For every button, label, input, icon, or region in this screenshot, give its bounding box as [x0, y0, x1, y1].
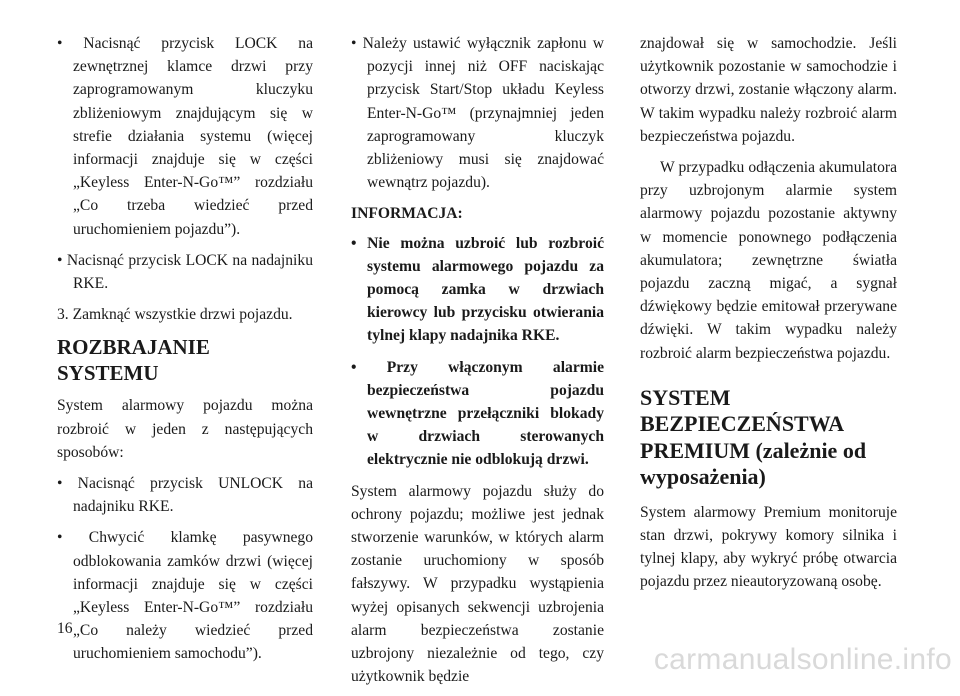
watermark-text: carmanualsonline.info: [653, 643, 952, 676]
ignition-bullet: • Należy ustawić wyłącznik zapłonu w pozycji innej niż OFF naciskając przycisk Start/Stop układu Keyless Enter-N-Go™ (przynajmniej jeden zaprogramowany kluczyk zbliżeniowy musi się znajdować wewnątrz pojazdu).: [351, 35, 604, 192]
column-left: [57, 32, 313, 674]
battery-paragraph: W przypadku odłączenia akumulatora przy uzbrojonym alarmie system alarmowy pojazdu pozostanie aktywny w momencie ponownego podłączenia akumulatora; zewnętrzne światła pojazdu zaczną migać, a sygnał dźwiękowy będzie emitował przerywane dźwięki. W takim wypadku należy rozbroić alarm bezpieczeństwa pojazdu.: [640, 159, 897, 362]
column-middle: [351, 32, 604, 696]
lock-rke-bullet: • Nacisnąć przycisk LOCK na nadajniku RKE.: [57, 251, 313, 293]
disarming-intro: System alarmowy pojazdu można rozbroić w jeden z następujących sposobów:: [57, 397, 313, 461]
info-bullet-2: • Przy włączonym alarmie bezpieczeństwa pojazdu wewnętrzne przełączniki blokady w drzwiach sterowanych elektrycznie nie odblokują drzwi.: [351, 358, 604, 469]
lock-exterior-handle-bullet: • Nacisnąć przycisk LOCK na zewnętrznej klamce drzwi przy zaprogramowanym kluczyku zbliżeniowym znajdującym się w strefie działania systemu (więcej informacji znajduje się w części „Keyless Enter-N-Go™” rozdziału „Co trzeba wiedzieć przed uruchomieniem pojazdu”).: [57, 35, 313, 238]
premium-paragraph: System alarmowy Premium monitoruje stan drzwi, pokrywy komory silnika i tylnej klapy, aby wykryć próbę otwarcia pojazdu przez nieautoryzowaną osobę.: [640, 503, 897, 591]
page-number: 16: [57, 620, 73, 637]
info-bullet-1: • Nie można uzbroić lub rozbroić systemu alarmowego pojazdu za pomocą zamka w drzwiach kierowcy lub przycisku otwierania tylnej klapy nadajnika RKE.: [351, 234, 604, 345]
alarm-paragraph-continued: znajdował się w samochodzie. Jeśli użytkownik pozostanie w samochodzie i otworzy drzwi, zostanie włączony alarm. W takim wypadku należy rozbroić alarm bezpieczeństwa pojazdu.: [640, 35, 897, 145]
info-heading: INFORMACJA:: [351, 205, 463, 223]
close-doors-step: 3. Zamknąć wszystkie drzwi pojazdu.: [57, 306, 293, 324]
premium-security-heading: SYSTEM BEZPIECZEŃSTWA PREMIUM (zależnie od wyposażenia): [640, 384, 867, 490]
disarming-heading: ROZBRAJANIE SYSTEMU: [57, 335, 210, 386]
column-right: [640, 32, 897, 602]
passive-unlock-bullet: • Chwycić klamkę pasywnego odblokowania zamków drzwi (więcej informacji znajduje się w części „Keyless Enter-N-Go™” rozdziału „Co należy wiedzieć przed uruchomieniem samochodu”).: [57, 529, 313, 663]
unlock-rke-bullet: • Nacisnąć przycisk UNLOCK na nadajniku RKE.: [57, 475, 313, 516]
alarm-paragraph: System alarmowy pojazdu służy do ochrony pojazdu; możliwe jest jednak stworzenie warunków, w których alarm zostanie uruchomiony w sposób fałszywy. W przypadku wystąpienia wyżej opisanych sekwencji uzbrojenia alarm bezpieczeństwa zostanie uzbrojony niezależnie od tego, czy użytkownik będzie: [351, 482, 604, 686]
